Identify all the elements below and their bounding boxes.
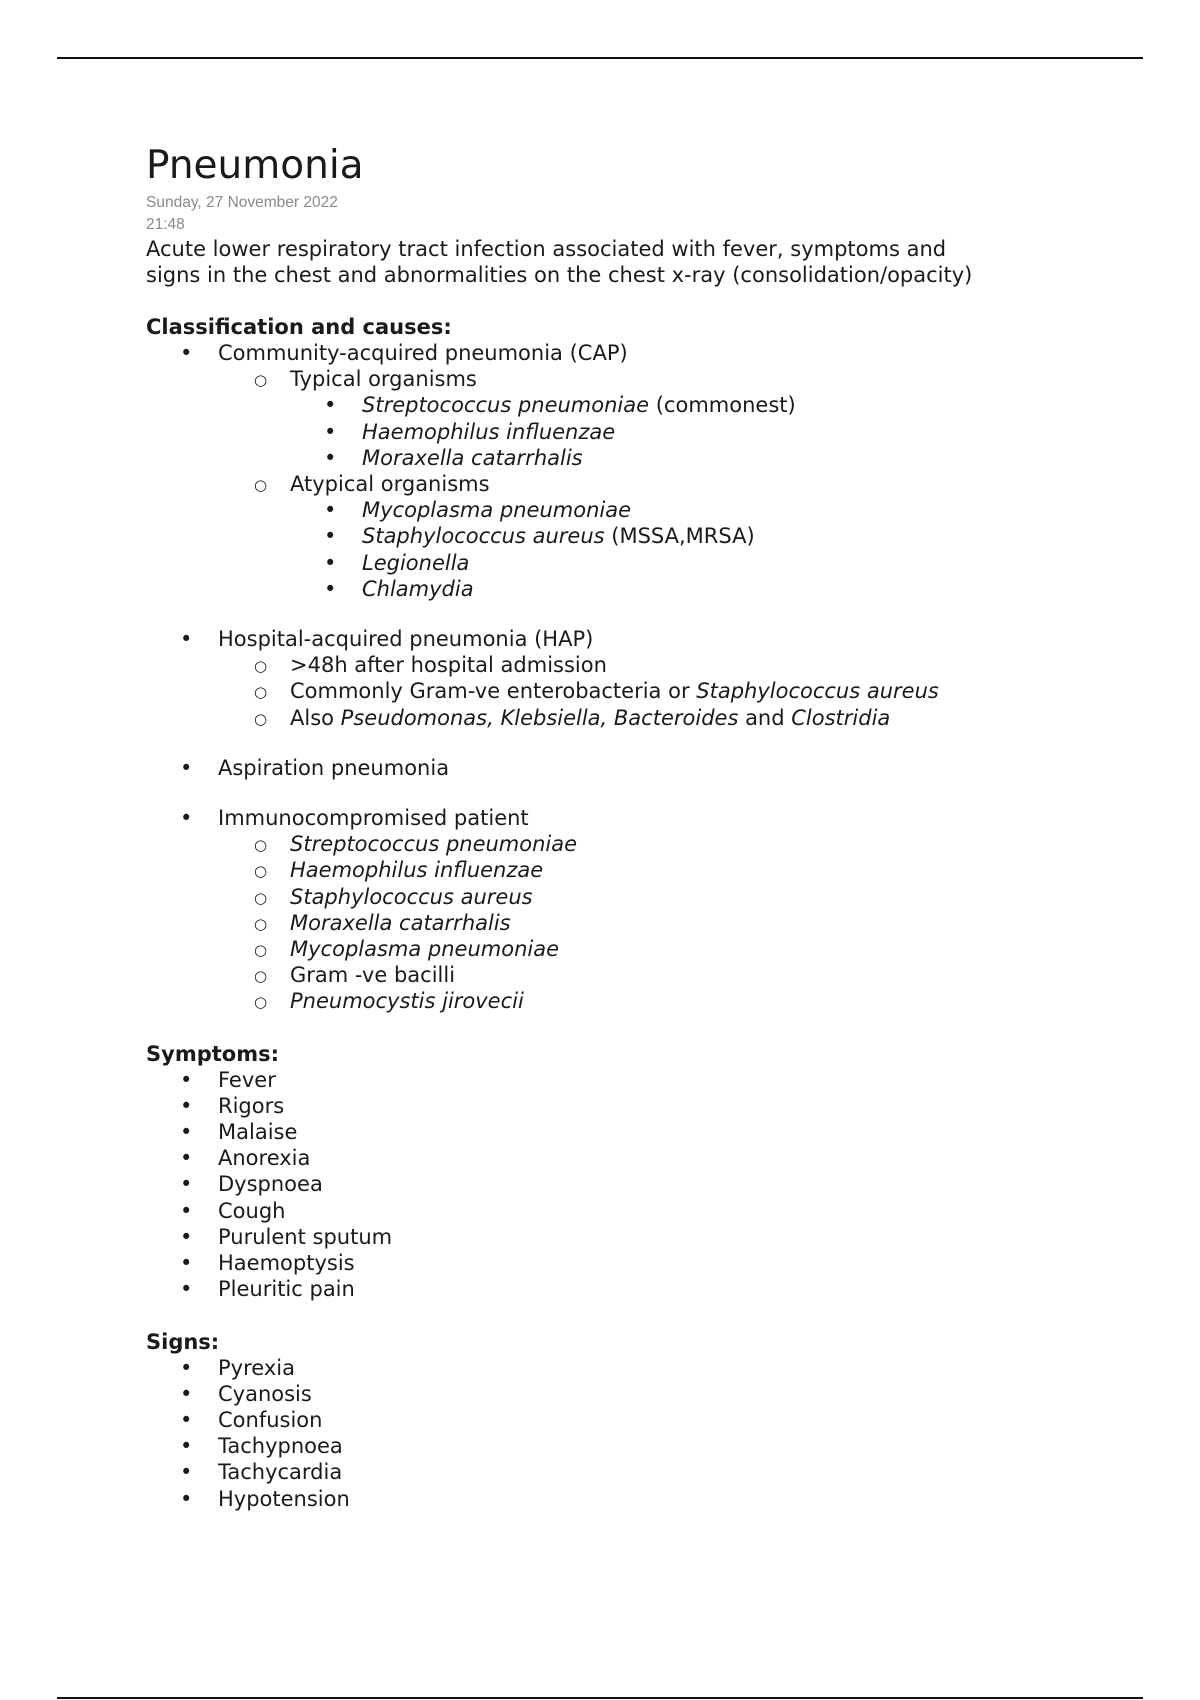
list-item-hap-1: [146, 652, 1146, 678]
top-rule: [57, 57, 1143, 59]
atypical-organism-item-text: (MSSA,MRSA): [604, 524, 755, 549]
bullet-icon: •: [180, 1120, 193, 1145]
bullet-icon: •: [180, 1093, 193, 1118]
immuno-organism-item-text: Haemophilus influenzae: [290, 858, 544, 883]
symptoms-item-text: Haemoptysis: [218, 1251, 355, 1276]
signs-item-text: Tachycardia: [218, 1460, 343, 1485]
sub-bullet-icon: ○: [254, 888, 268, 907]
list-item-hap-3: [146, 705, 1146, 731]
signs-item-text: Confusion: [218, 1407, 323, 1432]
bullet-icon: •: [180, 1224, 193, 1249]
immuno-organism-item-text: Mycoplasma pneumoniae: [290, 937, 560, 962]
signs-heading: Signs:: [146, 1329, 220, 1354]
immuno-organism-item-text: Staphylococcus aureus: [290, 884, 533, 909]
typical-organism-item: [146, 419, 1146, 445]
symptoms-list: [146, 1067, 1146, 1303]
signs-item: [146, 1381, 1146, 1407]
bullet-icon: •: [180, 627, 193, 652]
immuno-organism-item-text: Moraxella catarrhalis: [290, 910, 511, 935]
immuno-organism-item: [146, 884, 1146, 910]
immuno-organism-item: [146, 962, 1146, 988]
bullet-icon: •: [180, 1172, 193, 1197]
hap-label: Hospital-acquired pneumonia (HAP): [218, 627, 594, 652]
symptoms-item-text: Dyspnoea: [218, 1172, 323, 1197]
bullet-icon: •: [180, 755, 193, 780]
immuno-label: Immunocompromised patient: [218, 806, 529, 831]
signs-item: [146, 1486, 1146, 1512]
signs-item: [146, 1355, 1146, 1381]
list-item-cap: [146, 340, 1146, 366]
bullet-icon: •: [180, 1407, 193, 1432]
sub-bullet-icon: ○: [254, 476, 268, 495]
note-page: [146, 140, 1146, 1512]
intro-line-2: signs in the chest and abnormalities on the chest x-ray (consolidation/opacity): [146, 263, 973, 287]
symptoms-item: [146, 1119, 1146, 1145]
signs-item-text: Pyrexia: [218, 1355, 295, 1380]
bullet-icon: •: [180, 341, 193, 365]
immuno-organism-item: [146, 988, 1146, 1014]
bullet-icon: •: [180, 1460, 193, 1485]
list-item-hap: [146, 626, 1146, 652]
hap-item-3-italic-a: Pseudomonas, Klebsiella, Bacteroides: [340, 705, 739, 730]
bullet-icon: •: [180, 1434, 193, 1459]
immuno-organism-item: [146, 910, 1146, 936]
sub-bullet-icon: ○: [254, 836, 268, 855]
typical-organism-item-text: Haemophilus influenzae: [362, 419, 616, 444]
typical-organism-item-text: (commonest): [649, 393, 796, 418]
typical-organisms-list: [146, 392, 1146, 471]
cap-label: Community-acquired pneumonia (CAP): [218, 341, 628, 365]
symptoms-item-text: Cough: [218, 1198, 286, 1223]
list-item-atypical: [146, 471, 1146, 497]
list-item-typical: [146, 366, 1146, 392]
hap-item-1: >48h after hospital admission: [290, 653, 607, 678]
signs-item-text: Cyanosis: [218, 1381, 312, 1406]
atypical-organism-item-text: Mycoplasma pneumoniae: [362, 498, 632, 523]
bullet-icon: •: [180, 806, 193, 831]
hap-item-3-plain-a: Also: [290, 705, 341, 730]
note-date: Sunday, 27 November 2022: [146, 194, 338, 211]
page-title: Pneumonia: [146, 143, 364, 188]
typical-organism-item: [146, 392, 1146, 418]
bullet-icon: •: [324, 576, 337, 601]
bullet-icon: •: [180, 1251, 193, 1276]
signs-item-text: Tachypnoea: [218, 1434, 343, 1459]
symptoms-item: [146, 1171, 1146, 1197]
aspiration-label: Aspiration pneumonia: [218, 755, 450, 780]
hap-item-2-plain: Commonly Gram-ve enterobacteria or: [290, 679, 697, 704]
bullet-icon: •: [324, 393, 337, 418]
bullet-icon: •: [324, 524, 337, 549]
atypical-label: Atypical organisms: [290, 472, 490, 497]
symptoms-item-text: Anorexia: [218, 1146, 311, 1171]
signs-item: [146, 1407, 1146, 1433]
atypical-organism-item-text: Legionella: [362, 550, 470, 575]
symptoms-heading: Symptoms:: [146, 1041, 279, 1066]
typical-organism-item: [146, 445, 1146, 471]
typical-organism-item-text: Moraxella catarrhalis: [362, 445, 583, 470]
immuno-organism-item-text: Gram -ve bacilli: [290, 963, 456, 988]
list-item-aspiration: [146, 755, 1146, 781]
immuno-organism-item: [146, 831, 1146, 857]
sub-bullet-icon: ○: [254, 657, 268, 676]
symptoms-item-text: Fever: [218, 1067, 276, 1092]
symptoms-item: [146, 1067, 1146, 1093]
hap-item-2-italic: Staphylococcus aureus: [696, 679, 939, 704]
symptoms-item: [146, 1276, 1146, 1302]
atypical-organism-item-text: Chlamydia: [362, 576, 474, 601]
symptoms-item-text: Rigors: [218, 1093, 285, 1118]
typical-label: Typical organisms: [290, 367, 477, 392]
atypical-organism-item: [146, 497, 1146, 523]
signs-list: [146, 1355, 1146, 1512]
signs-item: [146, 1459, 1146, 1485]
hap-item-3-italic-b: Clostridia: [791, 705, 891, 730]
bullet-icon: •: [180, 1146, 193, 1171]
sub-bullet-icon: ○: [254, 967, 268, 986]
bullet-icon: •: [324, 419, 337, 444]
bullet-icon: •: [324, 498, 337, 523]
list-item-hap-2: [146, 678, 1146, 704]
sub-bullet-icon: ○: [254, 371, 268, 390]
immuno-organism-item: [146, 857, 1146, 883]
hap-item-3-plain-b: and: [738, 705, 792, 730]
signs-item-text: Hypotension: [218, 1486, 350, 1511]
bullet-icon: •: [180, 1486, 193, 1511]
immuno-organisms-list: [146, 831, 1146, 1014]
symptoms-item: [146, 1198, 1146, 1224]
sub-bullet-icon: ○: [254, 862, 268, 881]
bullet-icon: •: [180, 1198, 193, 1223]
immuno-organism-item: [146, 936, 1146, 962]
sub-bullet-icon: ○: [254, 941, 268, 960]
symptoms-item-text: Malaise: [218, 1120, 298, 1145]
bullet-icon: •: [180, 1381, 193, 1406]
atypical-organism-item-text: Staphylococcus aureus: [362, 524, 605, 549]
immuno-organism-item-text: Streptococcus pneumoniae: [290, 832, 578, 857]
bullet-icon: •: [324, 445, 337, 470]
symptoms-item: [146, 1145, 1146, 1171]
bullet-icon: •: [324, 550, 337, 575]
symptoms-item: [146, 1224, 1146, 1250]
sub-bullet-icon: ○: [254, 683, 268, 702]
classification-heading: Classification and causes:: [146, 315, 452, 339]
atypical-organism-item: [146, 550, 1146, 576]
signs-item: [146, 1433, 1146, 1459]
sub-bullet-icon: ○: [254, 993, 268, 1012]
sub-bullet-icon: ○: [254, 709, 268, 728]
symptoms-item-text: Purulent sputum: [218, 1224, 393, 1249]
atypical-organism-item: [146, 576, 1146, 602]
atypical-organism-item: [146, 523, 1146, 549]
symptoms-item: [146, 1093, 1146, 1119]
bullet-icon: •: [180, 1277, 193, 1302]
bullet-icon: •: [180, 1355, 193, 1380]
typical-organism-item-text: Streptococcus pneumoniae: [362, 393, 650, 418]
atypical-organisms-list: [146, 497, 1146, 602]
note-time: 21:48: [146, 216, 185, 233]
immuno-organism-item-text: Pneumocystis jirovecii: [290, 989, 524, 1014]
symptoms-item: [146, 1250, 1146, 1276]
list-item-immuno: [146, 805, 1146, 831]
bullet-icon: •: [180, 1067, 193, 1092]
sub-bullet-icon: ○: [254, 914, 268, 933]
bottom-rule: [57, 1697, 1143, 1699]
intro-line-1: Acute lower respiratory tract infection associated with fever, symptoms and: [146, 237, 947, 261]
symptoms-item-text: Pleuritic pain: [218, 1277, 355, 1302]
